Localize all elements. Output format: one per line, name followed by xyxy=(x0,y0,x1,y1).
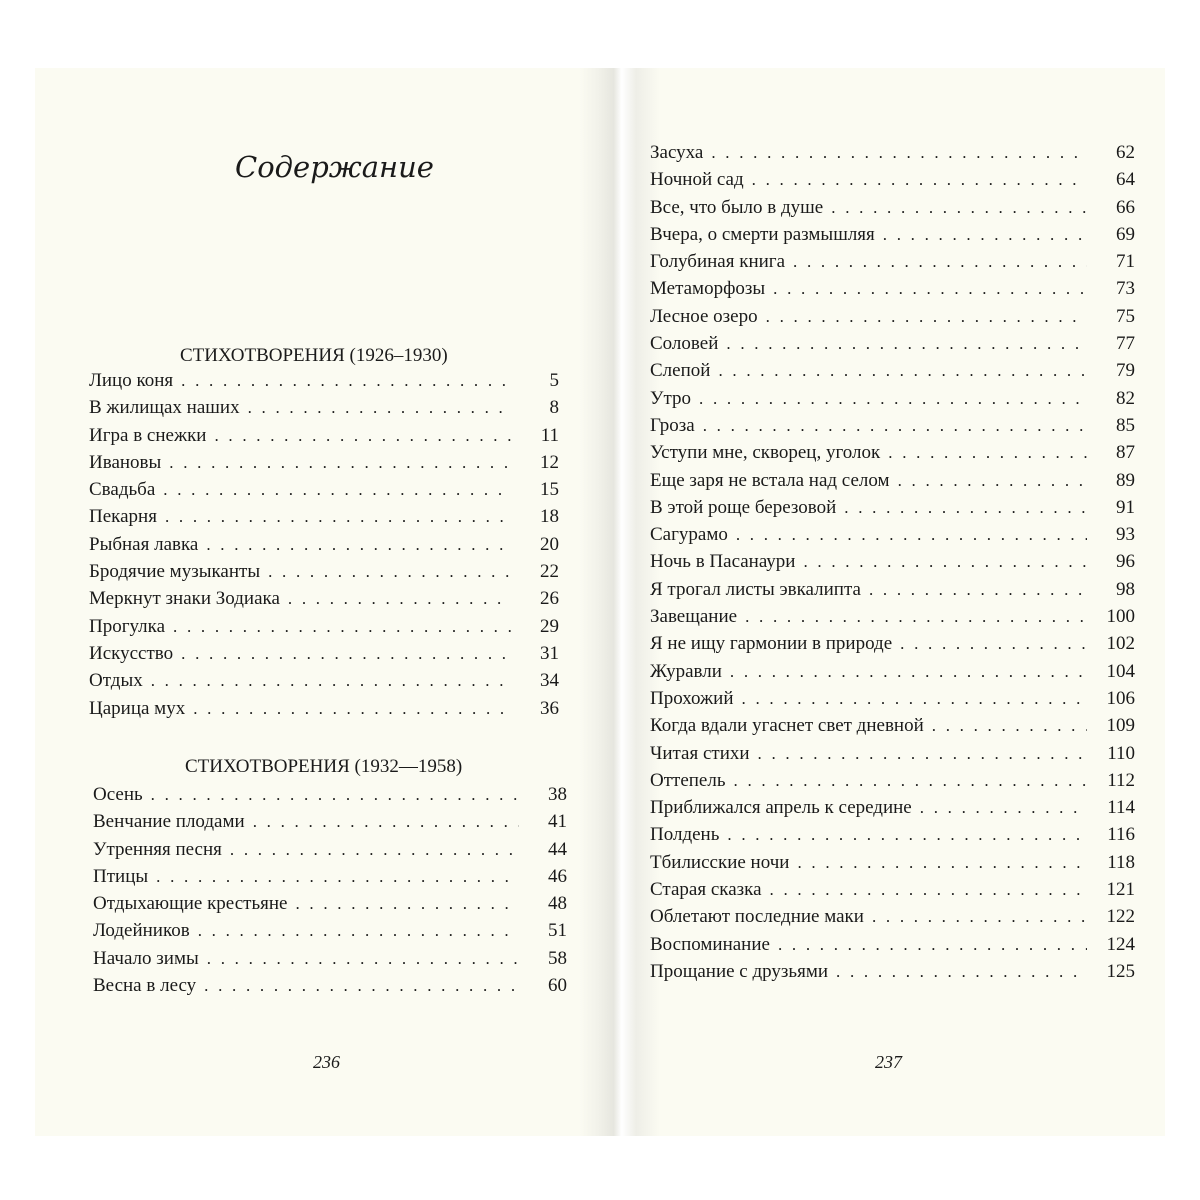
toc-entry xyxy=(650,470,1135,497)
toc-entry-title: Игра в снежки xyxy=(89,424,207,446)
toc-entry-page: 46 xyxy=(548,865,567,887)
toc-dot-leader xyxy=(703,416,1087,436)
toc-entry-page: 71 xyxy=(1116,251,1135,273)
toc-entry-page: 60 xyxy=(548,975,567,997)
toc-entry-title: Начало зимы xyxy=(93,947,199,969)
toc-entry-page: 89 xyxy=(1116,469,1135,491)
toc-entry-page: 64 xyxy=(1116,169,1135,191)
toc-dot-leader xyxy=(730,662,1087,682)
toc-entry-page: 69 xyxy=(1116,223,1135,245)
toc-entry-page: 66 xyxy=(1116,196,1135,218)
toc-dot-leader xyxy=(745,607,1087,627)
toc-entry xyxy=(89,616,559,643)
toc-dot-leader xyxy=(734,771,1087,791)
toc-entry xyxy=(650,797,1135,824)
toc-entry xyxy=(93,784,567,811)
toc-entry-page: 124 xyxy=(1106,933,1135,955)
toc-dot-leader xyxy=(836,962,1087,982)
toc-entry xyxy=(89,479,559,506)
toc-entry xyxy=(650,852,1135,879)
toc-dot-leader xyxy=(173,617,511,637)
toc-entry xyxy=(650,442,1135,469)
toc-entry xyxy=(650,278,1135,305)
toc-entry xyxy=(93,920,567,947)
toc-entry xyxy=(650,743,1135,770)
toc-entry-page: 15 xyxy=(540,479,559,501)
toc-entry-title: Гроза xyxy=(650,414,695,436)
toc-dot-leader xyxy=(869,580,1087,600)
toc-entry-page: 31 xyxy=(540,642,559,664)
toc-entry-page: 93 xyxy=(1116,524,1135,546)
toc-entry-title: Полдень xyxy=(650,824,720,846)
toc-entry xyxy=(89,425,559,452)
toc-entry-title: Меркнут знаки Зодиака xyxy=(89,588,280,610)
toc-entry-page: 87 xyxy=(1116,442,1135,464)
toc-entry xyxy=(650,251,1135,278)
toc-entry-title: Журавли xyxy=(650,660,722,682)
toc-entry xyxy=(650,606,1135,633)
toc-dot-leader xyxy=(268,562,511,582)
toc-entry-title: Слепой xyxy=(650,360,711,382)
toc-dot-leader xyxy=(831,198,1087,218)
toc-dot-leader xyxy=(230,840,519,860)
toc-entry xyxy=(93,975,567,1002)
toc-entry-page: 26 xyxy=(540,588,559,610)
toc-entry xyxy=(650,879,1135,906)
toc-dot-leader xyxy=(181,644,511,664)
toc-entry-page: 36 xyxy=(540,697,559,719)
toc-dot-leader xyxy=(165,507,511,527)
toc-dot-leader xyxy=(253,812,519,832)
toc-dot-leader xyxy=(793,252,1087,272)
toc-entry-page: 29 xyxy=(540,615,559,637)
toc-entry-page: 51 xyxy=(548,920,567,942)
toc-dot-leader xyxy=(803,552,1087,572)
toc-dot-leader xyxy=(920,798,1087,818)
toc-dot-leader xyxy=(288,589,511,609)
toc-entry-title: Засуха xyxy=(650,142,704,163)
toc-dot-leader xyxy=(699,389,1087,409)
toc-entry xyxy=(650,224,1135,251)
toc-list-section-1 xyxy=(89,370,559,725)
toc-entry-title: Вчера, о смерти размышляя xyxy=(650,223,875,245)
page-number-left: 236 xyxy=(313,1052,340,1072)
toc-dot-leader xyxy=(193,699,511,719)
toc-entry-page: 100 xyxy=(1106,606,1135,628)
toc-entry-title: Венчание плодами xyxy=(93,811,245,833)
toc-dot-leader xyxy=(181,371,511,391)
toc-entry-title: Когда вдали угаснет свет дневной xyxy=(650,715,924,737)
toc-entry-title: Тбилисские ночи xyxy=(650,851,790,873)
toc-dot-leader xyxy=(711,143,1087,163)
toc-entry xyxy=(650,934,1135,961)
toc-entry xyxy=(650,360,1135,387)
page-number-right: 237 xyxy=(875,1052,902,1072)
toc-entry xyxy=(650,688,1135,715)
toc-entry xyxy=(650,497,1135,524)
toc-dot-leader xyxy=(169,453,511,473)
toc-entry-page: 96 xyxy=(1116,551,1135,573)
toc-entry-title: Читая стихи xyxy=(650,742,750,764)
toc-entry xyxy=(93,948,567,975)
toc-entry-page: 5 xyxy=(549,370,559,391)
toc-entry xyxy=(89,397,559,424)
toc-entry-title: Ночь в Пасанаури xyxy=(650,551,796,573)
toc-dot-leader xyxy=(773,279,1087,299)
section-heading-1926-1930: СТИХОТВОРЕНИЯ (1926–1930) xyxy=(180,345,448,366)
toc-entry-page: 34 xyxy=(540,670,559,692)
toc-entry-title: Отдых xyxy=(89,670,143,692)
toc-entry xyxy=(650,388,1135,415)
toc-dot-leader xyxy=(156,867,519,887)
toc-entry xyxy=(650,551,1135,578)
toc-entry xyxy=(650,197,1135,224)
toc-entry xyxy=(89,452,559,479)
toc-dot-leader xyxy=(726,334,1087,354)
toc-entry-title: Старая сказка xyxy=(650,879,762,901)
toc-entry-page: 104 xyxy=(1106,660,1135,682)
toc-entry xyxy=(650,169,1135,196)
toc-entry-title: Свадьба xyxy=(89,479,156,501)
toc-entry-title: Лодейников xyxy=(93,920,190,942)
toc-entry-page: 121 xyxy=(1106,879,1135,901)
toc-entry-title: Отдыхающие крестьяне xyxy=(93,893,288,915)
toc-dot-leader xyxy=(752,170,1087,190)
left-page xyxy=(35,68,580,1136)
toc-dot-leader xyxy=(797,853,1087,873)
toc-entry-title: Метаморфозы xyxy=(650,278,766,300)
toc-entry xyxy=(650,961,1135,988)
toc-dot-leader xyxy=(770,880,1087,900)
toc-entry xyxy=(93,839,567,866)
toc-dot-leader xyxy=(204,976,519,996)
toc-entry xyxy=(650,633,1135,660)
toc-entry-page: 112 xyxy=(1107,769,1135,791)
right-page xyxy=(645,68,1165,1136)
toc-entry-page: 116 xyxy=(1107,824,1135,846)
toc-list-continued xyxy=(650,142,1135,988)
toc-entry-page: 38 xyxy=(548,784,567,805)
toc-entry-title: Осень xyxy=(93,784,143,805)
toc-entry-page: 12 xyxy=(540,451,559,473)
toc-dot-leader xyxy=(932,716,1087,736)
toc-dot-leader xyxy=(742,689,1087,709)
toc-entry-title: Птицы xyxy=(93,865,149,887)
toc-entry-title: В жилищах наших xyxy=(89,397,240,419)
toc-entry xyxy=(650,579,1135,606)
toc-dot-leader xyxy=(758,744,1087,764)
toc-entry xyxy=(89,698,559,725)
toc-entry-title: Лесное озеро xyxy=(650,305,758,327)
toc-dot-leader xyxy=(898,471,1087,491)
toc-entry-title: Еще заря не встала над селом xyxy=(650,469,890,491)
toc-entry xyxy=(650,770,1135,797)
toc-entry xyxy=(650,306,1135,333)
toc-dot-leader xyxy=(883,225,1087,245)
toc-entry-title: В этой роще березовой xyxy=(650,496,837,518)
toc-entry xyxy=(650,661,1135,688)
toc-entry-page: 82 xyxy=(1116,387,1135,409)
toc-entry-page: 48 xyxy=(548,893,567,915)
toc-entry-page: 8 xyxy=(549,397,559,419)
toc-dot-leader xyxy=(214,426,511,446)
toc-entry-page: 110 xyxy=(1107,742,1135,764)
toc-entry-title: Голубиная книга xyxy=(650,251,786,273)
toc-entry xyxy=(89,370,559,397)
toc-entry-page: 22 xyxy=(540,561,559,583)
toc-entry-title: Облетают последние маки xyxy=(650,906,864,928)
toc-dot-leader xyxy=(900,634,1087,654)
toc-entry-title: Прощание с друзьями xyxy=(650,960,829,982)
toc-entry-title: Ивановы xyxy=(89,451,162,473)
toc-entry-page: 73 xyxy=(1116,278,1135,300)
toc-entry-title: Завещание xyxy=(650,606,738,628)
toc-entry-title: Лицо коня xyxy=(89,370,174,391)
toc-dot-leader xyxy=(198,921,519,941)
toc-entry-title: Сагурамо xyxy=(650,524,728,546)
toc-entry xyxy=(650,824,1135,851)
toc-entry-page: 77 xyxy=(1116,333,1135,355)
toc-entry xyxy=(89,534,559,561)
toc-entry xyxy=(650,415,1135,442)
toc-entry-page: 41 xyxy=(548,811,567,833)
toc-dot-leader xyxy=(888,443,1087,463)
toc-dot-leader xyxy=(844,498,1087,518)
toc-entry-page: 11 xyxy=(540,424,559,446)
toc-dot-leader xyxy=(295,894,519,914)
toc-entry-page: 114 xyxy=(1107,797,1135,819)
toc-entry-title: Царица мух xyxy=(89,697,186,719)
book-spread xyxy=(35,68,1165,1136)
toc-entry-title: Утро xyxy=(650,387,691,409)
page-title: Содержание xyxy=(235,150,434,184)
toc-entry-page: 85 xyxy=(1116,414,1135,436)
toc-entry xyxy=(93,811,567,838)
toc-entry-page: 102 xyxy=(1106,633,1135,655)
toc-entry xyxy=(650,333,1135,360)
toc-entry-title: Пекарня xyxy=(89,506,157,528)
toc-entry-title: Воспоминание xyxy=(650,933,770,955)
toc-entry-title: Приближался апрель к середине xyxy=(650,797,912,819)
toc-entry-page: 75 xyxy=(1116,305,1135,327)
toc-entry-title: Я трогал листы эвкалипта xyxy=(650,578,861,600)
toc-dot-leader xyxy=(248,398,511,418)
toc-entry xyxy=(650,524,1135,551)
toc-entry-page: 62 xyxy=(1116,142,1135,163)
toc-entry-title: Прогулка xyxy=(89,615,166,637)
toc-entry-page: 122 xyxy=(1106,906,1135,928)
toc-entry-page: 91 xyxy=(1116,496,1135,518)
toc-entry xyxy=(650,142,1135,169)
toc-entry xyxy=(89,506,559,533)
toc-entry-page: 18 xyxy=(540,506,559,528)
toc-entry-title: Утренняя песня xyxy=(93,838,222,860)
toc-dot-leader xyxy=(766,307,1087,327)
toc-entry-page: 79 xyxy=(1116,360,1135,382)
toc-entry-page: 106 xyxy=(1106,687,1135,709)
toc-entry-title: Рыбная лавка xyxy=(89,533,199,555)
toc-entry-title: Весна в лесу xyxy=(93,975,197,997)
toc-entry xyxy=(93,866,567,893)
toc-dot-leader xyxy=(736,525,1087,545)
toc-dot-leader xyxy=(163,480,511,500)
toc-dot-leader xyxy=(778,935,1087,955)
toc-entry xyxy=(89,643,559,670)
toc-dot-leader xyxy=(151,785,519,805)
toc-entry-page: 109 xyxy=(1106,715,1135,737)
toc-entry-page: 118 xyxy=(1107,851,1135,873)
toc-entry xyxy=(93,893,567,920)
toc-list-section-2 xyxy=(93,784,567,1002)
toc-entry xyxy=(89,561,559,588)
toc-entry-title: Ночной сад xyxy=(650,169,744,191)
toc-dot-leader xyxy=(151,671,511,691)
toc-entry xyxy=(89,588,559,615)
toc-entry xyxy=(650,906,1135,933)
toc-dot-leader xyxy=(727,825,1087,845)
section-heading-1932-1958: СТИХОТВОРЕНИЯ (1932—1958) xyxy=(185,756,463,777)
toc-entry-page: 125 xyxy=(1106,960,1135,982)
toc-entry-title: Прохожий xyxy=(650,687,734,709)
toc-dot-leader xyxy=(718,361,1087,381)
toc-entry-page: 98 xyxy=(1116,578,1135,600)
toc-entry-title: Я не ищу гармонии в природе xyxy=(650,633,893,655)
toc-entry-page: 58 xyxy=(548,947,567,969)
toc-entry-page: 20 xyxy=(540,533,559,555)
toc-dot-leader xyxy=(207,949,519,969)
toc-entry-title: Искусство xyxy=(89,642,174,664)
toc-entry xyxy=(650,715,1135,742)
toc-entry-title: Уступи мне, скворец, уголок xyxy=(650,442,881,464)
toc-entry-title: Бродячие музыканты xyxy=(89,561,261,583)
toc-entry xyxy=(89,670,559,697)
toc-dot-leader xyxy=(206,535,511,555)
toc-entry-page: 44 xyxy=(548,838,567,860)
toc-entry-title: Оттепель xyxy=(650,769,726,791)
toc-dot-leader xyxy=(872,907,1087,927)
toc-entry-title: Соловей xyxy=(650,333,719,355)
toc-entry-title: Все, что было в душе xyxy=(650,196,824,218)
